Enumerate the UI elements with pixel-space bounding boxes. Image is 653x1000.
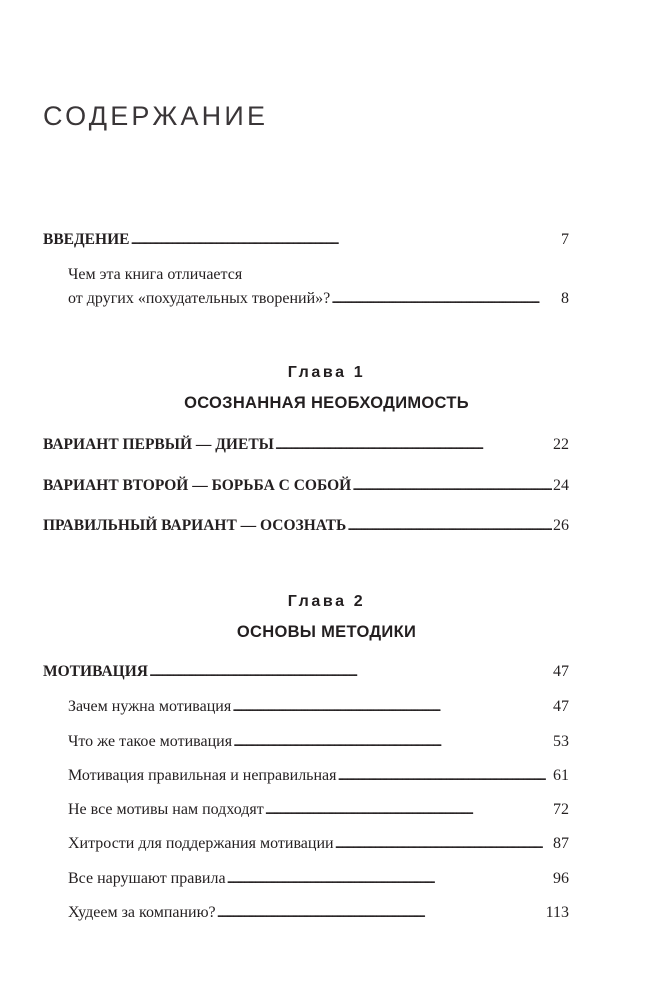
toc-entry-page: 53 — [553, 733, 569, 750]
dot-leader — [331, 289, 560, 309]
toc-entry-title: ВАРИАНТ ВТОРОЙ — БОРЬБА С СОБОЙ — [43, 477, 352, 494]
toc-subentry-ch2-4[interactable] — [68, 800, 569, 820]
toc-entry-page: 47 — [553, 663, 569, 680]
toc-subentry-intro-differences[interactable] — [68, 289, 569, 309]
toc-entry-title: ПРАВИЛЬНЫЙ ВАРИАНТ — ОСОЗНАТЬ — [43, 517, 347, 534]
toc-entry-title: ВВЕДЕНИЕ — [43, 231, 130, 248]
toc-entry-title: ВАРИАНТ ПЕРВЫЙ — ДИЕТЫ — [43, 436, 274, 453]
page-title: СОДЕРЖАНИЕ — [43, 101, 269, 131]
dot-leader — [275, 435, 552, 455]
toc-subentry-ch2-1[interactable] — [68, 697, 569, 717]
toc-entry-page: 26 — [553, 517, 569, 534]
toc-entry-title: Все нарушают правила — [68, 870, 226, 887]
dot-leader — [227, 869, 552, 889]
dot-leader — [347, 516, 552, 536]
chapter-1-title: ОСОЗНАННАЯ НЕОБХОДИМОСТЬ — [184, 394, 469, 412]
toc-entry-title: Мотивация правильная и неправильная — [68, 767, 337, 784]
toc-entry-title: Не все мотивы нам подходят — [68, 801, 264, 818]
toc-entry-title: Хитрости для поддержания мотивации — [68, 835, 334, 852]
toc-entry-title: МОТИВАЦИЯ — [43, 663, 148, 680]
toc-entry-page: 113 — [545, 904, 569, 921]
toc-entry-page: 61 — [553, 767, 569, 784]
chapter-1-number: Глава 1 — [287, 364, 366, 381]
dot-leader — [335, 834, 552, 854]
toc-entry-page: 7 — [561, 231, 569, 248]
dot-leader — [217, 903, 545, 923]
toc-entry-ch1-1[interactable] — [43, 435, 569, 455]
toc-entry-intro[interactable] — [43, 230, 569, 250]
toc-entry-ch1-2[interactable] — [43, 476, 569, 496]
toc-subentry-ch2-5[interactable] — [68, 834, 569, 854]
toc-entry-page: 87 — [553, 835, 569, 852]
toc-entry-title: Зачем нужна мотивация — [68, 698, 232, 715]
toc-entry-page: 22 — [553, 436, 569, 453]
toc-entry-page: 47 — [553, 698, 569, 715]
dot-leader — [149, 662, 552, 682]
dot-leader — [352, 476, 552, 496]
toc-subentry-ch2-2[interactable] — [68, 732, 569, 752]
toc-entry-title: от других «похудательных творений»? — [68, 290, 331, 307]
toc-subentry-line: Чем эта книга отличается — [68, 266, 243, 283]
toc-entry-page: 8 — [561, 290, 569, 307]
chapter-2-number: Глава 2 — [287, 593, 366, 610]
toc-entry-page: 24 — [553, 477, 569, 494]
dot-leader — [232, 697, 552, 717]
toc-entry-title: Худеем за компанию? — [68, 904, 216, 921]
toc-subentry-ch2-3[interactable] — [68, 766, 569, 786]
dot-leader — [130, 230, 560, 250]
toc-entry-ch1-3[interactable] — [43, 516, 569, 536]
toc-entry-title: Что же такое мотивация — [68, 733, 233, 750]
toc-entry-page: 96 — [553, 870, 569, 887]
dot-leader — [338, 766, 553, 786]
toc-subentry-ch2-6[interactable] — [68, 869, 569, 889]
chapter-2-title: ОСНОВЫ МЕТОДИКИ — [236, 623, 417, 641]
dot-leader — [265, 800, 552, 820]
dot-leader — [233, 732, 552, 752]
toc-subentry-ch2-7[interactable] — [68, 903, 569, 923]
toc-entry-motivation[interactable] — [43, 662, 569, 682]
toc-entry-page: 72 — [553, 801, 569, 818]
